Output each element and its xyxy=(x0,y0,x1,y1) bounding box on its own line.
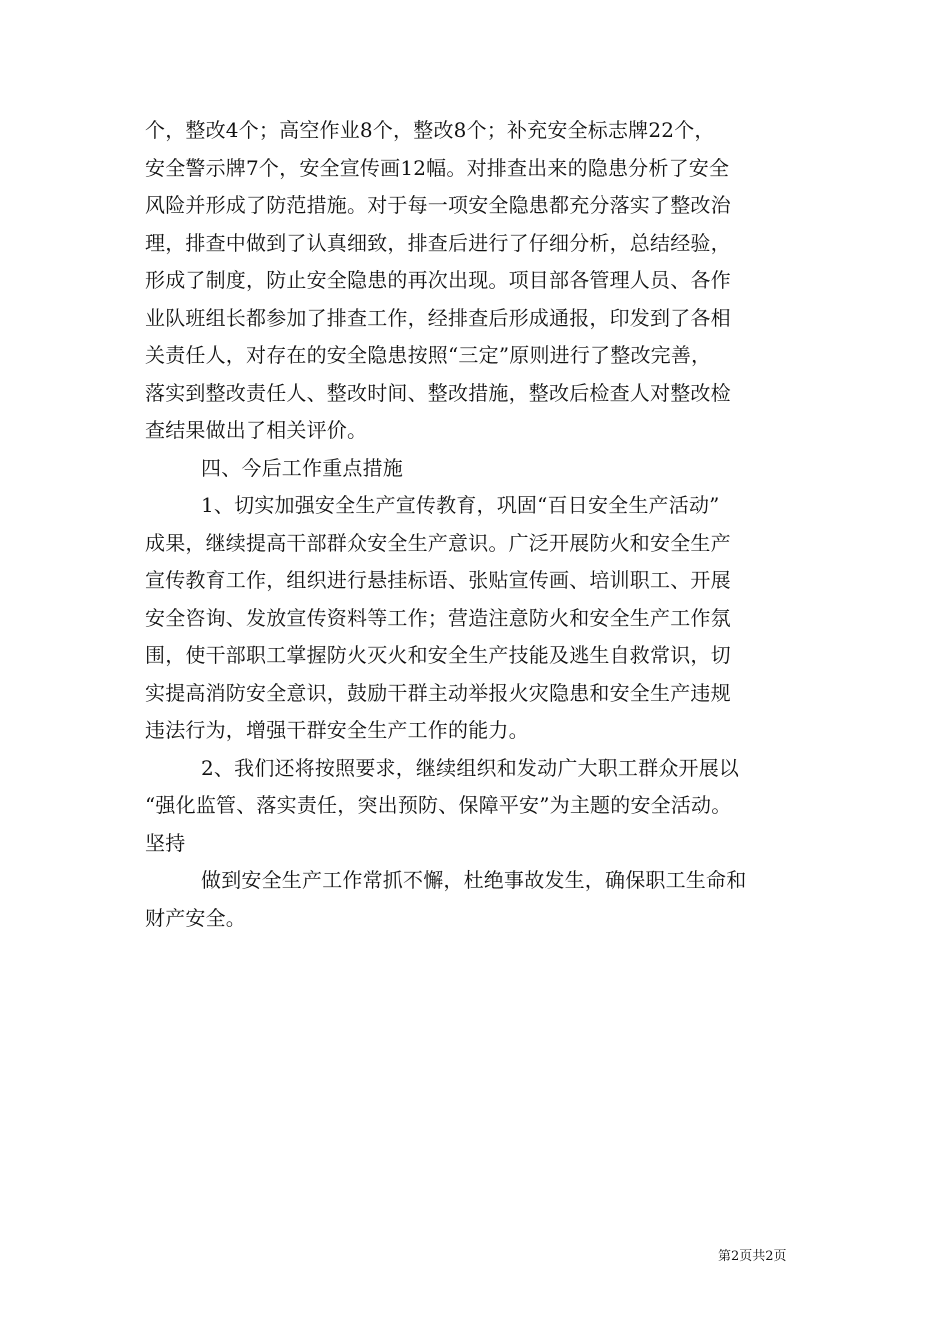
text-line: 做到安全生产工作常抓不懈，杜绝事故发生，确保职工生命和 xyxy=(201,868,747,892)
text-line: 2、我们还将按照要求，继续组织和发动广大职工群众开展以 xyxy=(201,755,740,780)
page-number-footer: 第2页共2页 xyxy=(718,1249,787,1264)
text-line: 违法行为，增强干群安全生产工作的能力。 xyxy=(145,718,529,742)
text-line: 查结果做出了相关评价。 xyxy=(145,418,368,442)
text-line: 宣传教育工作，组织进行悬挂标语、张贴宣传画、培训职工、开展 xyxy=(145,568,731,592)
text-line: 落实到整改责任人、整改时间、整改措施，整改后检查人对整改检 xyxy=(145,380,731,405)
document-body xyxy=(145,112,815,937)
text-line: “强化监管、落实责任，突出预防、保障平安”为主题的安全活动。 xyxy=(145,793,732,817)
text-line: 个，整改4个；高空作业8个，整改8个；补充安全标志牌22个， xyxy=(145,118,715,142)
section-heading: 四、今后工作重点措施 xyxy=(201,455,403,480)
text-line: 形成了制度，防止安全隐患的再次出现。项目部各管理人员、各作 xyxy=(145,268,731,292)
text-line: 风险并形成了防范措施。对于每一项安全隐患都充分落实了整改治 xyxy=(145,193,731,217)
text-line: 财产安全。 xyxy=(145,905,246,930)
text-line: 实提高消防安全意识，鼓励干群主动举报火灾隐患和安全生产违规 xyxy=(145,680,731,705)
text-line: 围，使干部职工掌握防火灭火和安全生产技能及逃生自救常识，切 xyxy=(145,643,731,667)
text-line: 安全警示牌7个，安全宣传画12幅。对排查出来的隐患分析了安全 xyxy=(145,155,730,180)
text-line: 坚持 xyxy=(145,830,186,855)
text-line: 成果，继续提高干部群众安全生产意识。广泛开展防火和安全生产 xyxy=(145,530,731,555)
text-line: 业队班组长都参加了排查工作，经排查后形成通报，印发到了各相 xyxy=(145,305,731,330)
text-line: 理，排查中做到了认真细致，排查后进行了仔细分析，总结经验， xyxy=(145,230,731,255)
text-line: 1、切实加强安全生产宣传教育，巩固“百日安全生产活动” xyxy=(201,493,720,517)
text-line: 关责任人，对存在的安全隐患按照“三定”原则进行了整改完善， xyxy=(145,343,712,367)
text-line: 安全咨询、发放宣传资料等工作；营造注意防火和安全生产工作氛 xyxy=(145,605,731,630)
